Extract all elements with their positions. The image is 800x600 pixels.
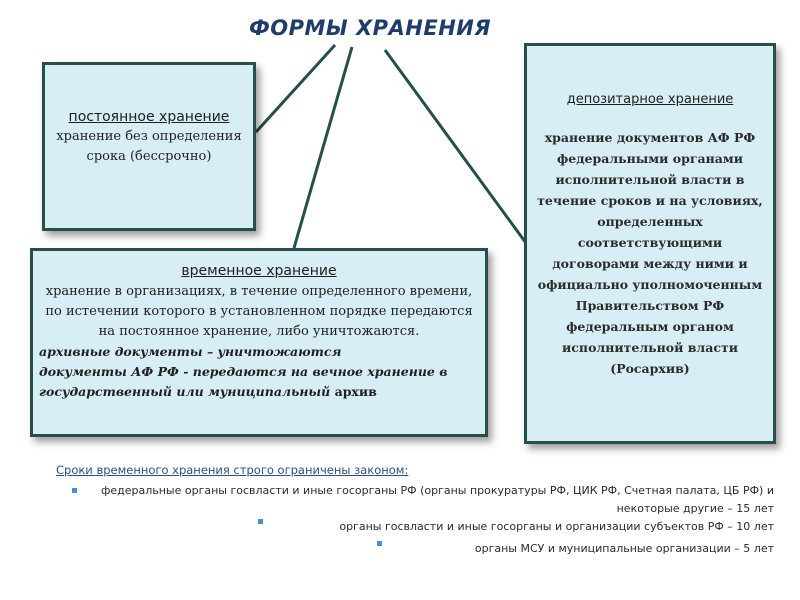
temporary-storage-heading: временное хранение	[181, 263, 337, 279]
permanent-storage-text: хранение без определения срока (бессрочно)	[56, 129, 242, 164]
bullet-square-icon	[258, 519, 263, 524]
temporary-af-docs-text: документы АФ РФ - передаются на вечное хранение в государственный или муниципальный	[39, 364, 448, 400]
terms-title: Сроки временного хранения строго ограничены законом:	[56, 463, 409, 477]
bullet-square-icon	[377, 541, 382, 546]
permanent-storage-heading: постоянное хранение	[68, 109, 230, 125]
temporary-storage-text: хранение в организациях, в течение определенного времени, по истечении которого в установленном порядке передаются на постоянное хранение, либо уничтожаются.	[45, 284, 473, 340]
temporary-af-docs-line	[39, 362, 479, 402]
temporary-storage-box	[30, 248, 488, 437]
permanent-storage-box	[42, 62, 256, 231]
depository-storage-text: хранение документов АФ РФ федеральными органами исполнительной власти в течение сроков и на условиях, определенных соответствующими договорами между ними и официально уполномоченным Правительством РФ федеральным органом исполнительной власти (Росархив)	[537, 130, 763, 376]
temporary-archive-docs-line: архивные документы – уничтожаются	[39, 344, 342, 360]
list-item: органы госвласти и иные госорганы и организации субъектов РФ – 10 лет	[339, 520, 774, 533]
depository-storage-heading: депозитарное хранение	[566, 92, 734, 107]
list-item: федеральные органы госвласти и иные госорганы РФ (органы прокуратуры РФ, ЦИК РФ, Счетная палата, ЦБ РФ) и некоторые другие – 15 лет	[100, 484, 774, 515]
depository-storage-box	[524, 43, 776, 444]
connector-to-temporary	[294, 47, 352, 248]
connector-to-permanent	[256, 45, 335, 132]
temporary-archive-word: архив	[334, 384, 377, 400]
list-item: органы МСУ и муниципальные организации – 5 лет	[474, 542, 774, 555]
bullet-square-icon	[72, 488, 77, 493]
connector-to-depository	[385, 50, 526, 243]
page-title: ФОРМЫ ХРАНЕНИЯ	[248, 16, 492, 40]
